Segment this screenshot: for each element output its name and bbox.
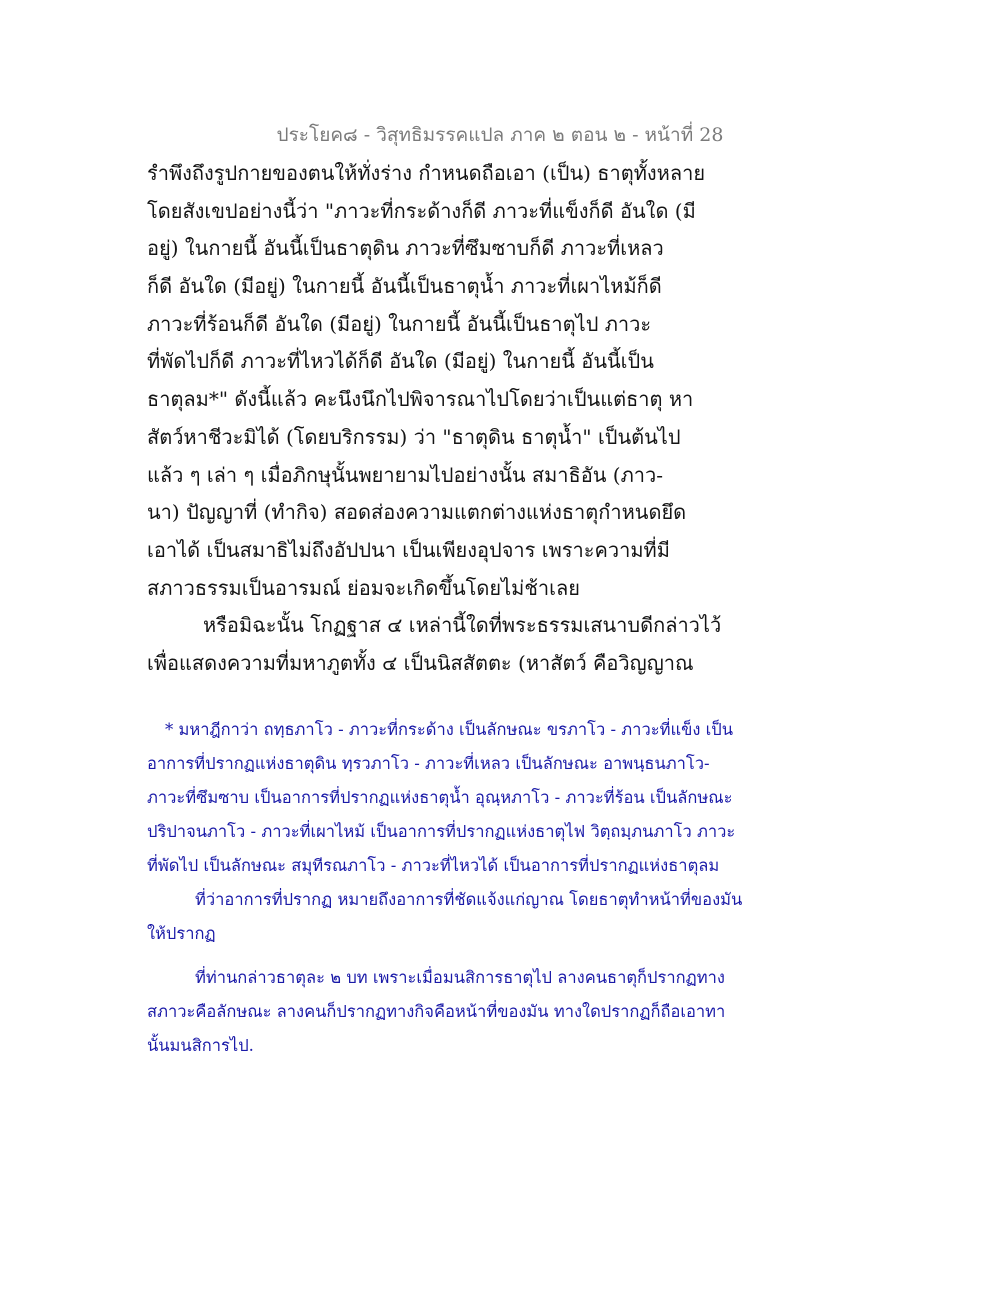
footnote-line: ที่พัดไป เป็นลักษณะ สมุทีรณภาโว - ภาวะที่ไหวได้ เป็นอาการที่ปรากฏแห่งธาตุลม [147,856,720,875]
text-line: แล้ว ๆ เล่า ๆ เมื่อภิกษุนั้นพยายามไปอย่างนั้น สมาธิอัน (ภาว- [147,462,663,487]
page-header: ประโยค๘ - วิสุทธิมรรคแปล ภาค ๒ ตอน ๒ - หน้าที่ 28 [276,124,724,146]
text-line: เอาได้ เป็นสมาธิไม่ถึงอัปปนา เป็นเพียงอุปจาร เพราะความที่มี [147,537,670,562]
footnote-line: ที่ท่านกล่าวธาตุละ ๒ บท เพราะเมื่อมนสิการธาตุไป ลางคนธาตุก็ปรากฏทาง [195,968,725,987]
main-text [147,155,862,683]
text-line: ธาตุลม*" ดังนี้แล้ว คะนึงนึกไปพิจารณาไปโดยว่าเป็นแต่ธาตุ หา [147,387,694,412]
footnote-line: ให้ปรากฏ [147,924,216,943]
text-line: ที่พัดไปก็ดี ภาวะที่ไหวได้ก็ดี อันใด (มีอยู่) ในกายนี้ อันนี้เป็น [147,349,654,374]
paragraph-start-line: หรือมิฉะนั้น โกฏฐาส ๔ เหล่านี้ใดที่พระธรรมเสนาบดีกล่าวไว้ [203,613,722,638]
text-line: ภาวะที่ร้อนก็ดี อันใด (มีอยู่) ในกายนี้ อันนี้เป็นธาตุไป ภาวะ [147,311,652,336]
text-line: สภาวธรรมเป็นอารมณ์ ย่อมจะเกิดขึ้นโดยไม่ช้าเลย [147,575,580,600]
text-line: รำพึงถึงรูปกายของตนให้ทั่งร่าง กำหนดถือเอา (เป็น) ธาตุทั้งหลาย [147,161,706,185]
footnote-line: อาการที่ปรากฏแห่งธาตุดิน ทฺรวภาโว - ภาวะที่เหลว เป็นลักษณะ อาพนฺธนภาโว- [147,754,710,773]
footnote-line: ภาวะที่ซึมซาบ เป็นอาการที่ปรากฏแห่งธาตุน้ำ อุณฺหภาโว - ภาวะที่ร้อน เป็นลักษณะ [147,788,733,807]
text-line: ก็ดี อันใด (มีอยู่) ในกายนี้ อันนี้เป็นธาตุน้ำ ภาวะที่เผาไหม้ก็ดี [147,274,662,299]
paragraph-gap [147,951,862,961]
text-line: โดยสังเขปอย่างนี้ว่า "ภาวะที่กระด้างก็ดี ภาวะที่แข็งก็ดี อันใด (มี [147,198,696,223]
text-line: นา) ปัญญาที่ (ทำกิจ) สอดส่องความแตกต่างแห่งธาตุกำหนดยึด [147,500,687,525]
footnote-line: นั้นมนสิการไป. [147,1036,254,1055]
footnote-line: * มหาฎีกาว่า ถทฺธภาโว - ภาวะที่กระด้าง เป็นลักษณะ ขรภาโว - ภาวะที่แข็ง เป็น [165,720,734,739]
footnote-line: ปริปาจนภาโว - ภาวะที่เผาไหม้ เป็นอาการที่ปรากฏแห่งธาตุไฟ วิตฺถมฺภนภาโว ภาวะ [147,822,736,841]
text-line: เพื่อแสดงความที่มหาภูตทั้ง ๔ เป็นนิสสัตตะ (หาสัตว์ คือวิญญาณ [147,650,694,675]
text-line: อยู่) ในกายนี้ อันนี้เป็นธาตุดิน ภาวะที่ซึมซาบก็ดี ภาวะที่เหลว [147,236,664,261]
footnote-line: ที่ว่าอาการที่ปรากฏ หมายถึงอาการที่ชัดแจ้งแก่ญาณ โดยธาตุทำหน้าที่ของมัน [195,890,743,909]
footnotes [147,713,862,1063]
footnote-line: สภาวะคือลักษณะ ลางคนก็ปรากฏทางกิจคือหน้าที่ของมัน ทางใดปรากฏก็ถือเอาทา [147,1002,726,1021]
text-line: สัตว์หาชีวะมิได้ (โดยบริกรรม) ว่า "ธาตุดิน ธาตุน้ำ" เป็นต้นไป [147,424,681,449]
